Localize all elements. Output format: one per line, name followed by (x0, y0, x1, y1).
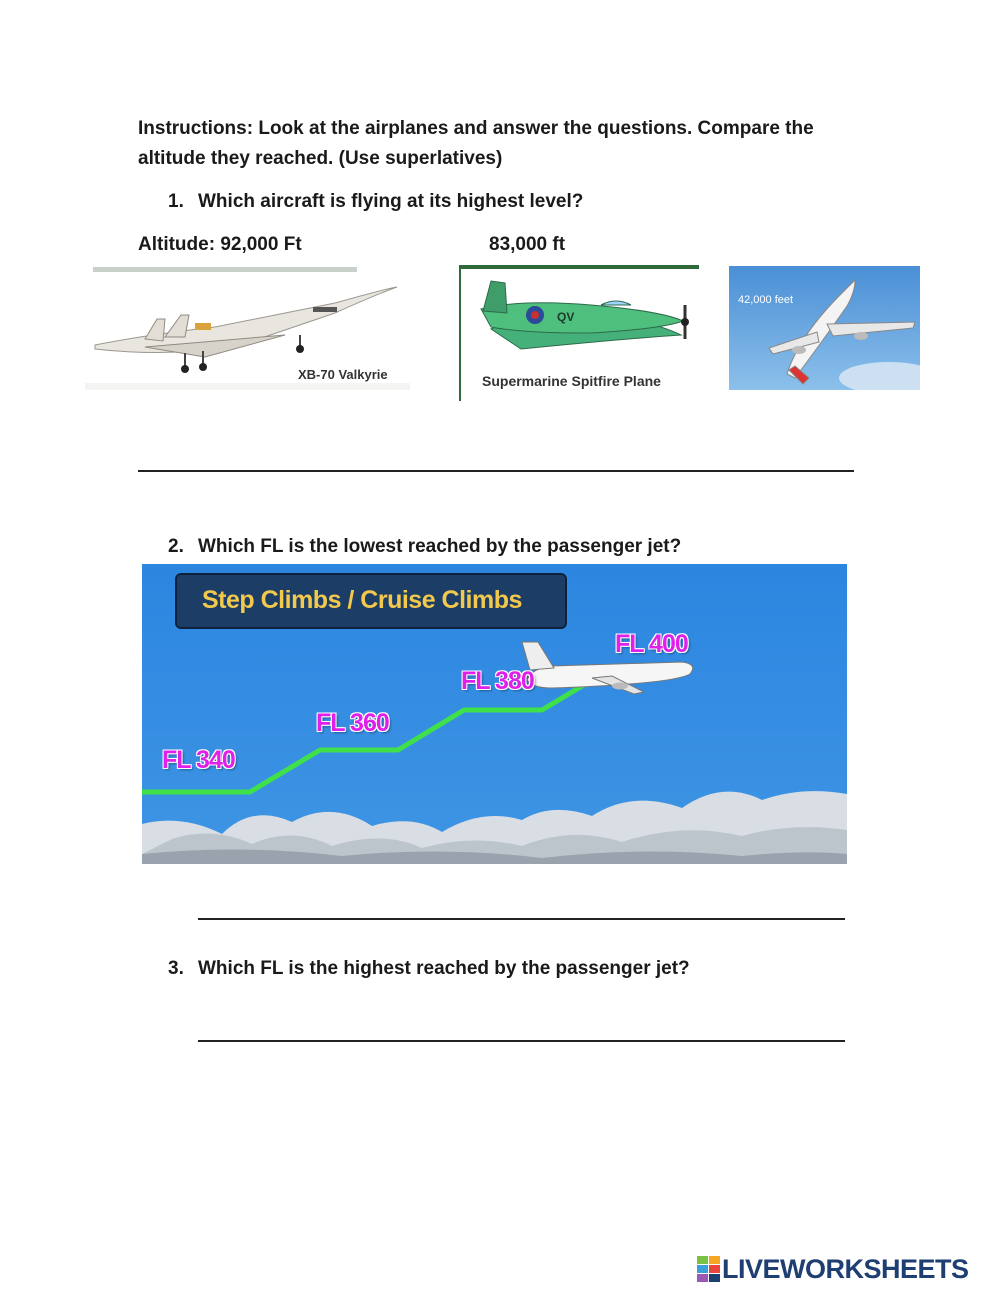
question-3 (168, 954, 690, 984)
airliner-altitude-label: 42,000 feet (738, 294, 794, 306)
instructions (138, 114, 898, 174)
svg-text:QV: QV (557, 310, 575, 324)
instructions-line-1: Instructions: Look at the airplanes and answer the questions. Compare the (138, 118, 814, 139)
question-1-number: 1. (168, 191, 184, 212)
step-climb-diagram (142, 564, 847, 864)
spitfire-card (459, 265, 699, 401)
fl-400-label: FL 400 (615, 630, 688, 658)
fl-380-label: FL 380 (461, 667, 534, 695)
altitude-label-xb70: Altitude: 92,000 Ft (138, 234, 302, 255)
liveworksheets-logo-icon (697, 1256, 721, 1282)
instructions-line-2: altitude they reached. (Use superlatives) (138, 148, 503, 169)
question-1 (168, 187, 583, 217)
xb70-caption: XB-70 Valkyrie (298, 367, 388, 382)
xb70-card (85, 265, 410, 390)
answer-1-input[interactable] (138, 442, 858, 472)
airliner-card (729, 266, 920, 390)
question-3-number: 3. (168, 958, 184, 979)
airliner-image (729, 266, 920, 390)
question-2-text: Which FL is the lowest reached by the passenger jet? (198, 536, 682, 557)
fl-340-label: FL 340 (162, 746, 235, 774)
question-3-text: Which FL is the highest reached by the passenger jet? (198, 958, 690, 979)
liveworksheets-logo: LIVEWORKSHEETS (722, 1254, 969, 1284)
question-2-number: 2. (168, 536, 184, 557)
answer-2-input[interactable] (198, 890, 849, 920)
question-1-text: Which aircraft is flying at its highest level? (198, 191, 584, 212)
altitude-label-spitfire: 83,000 ft (489, 234, 566, 255)
fl-360-label: FL 360 (316, 709, 389, 737)
diagram-title: Step Climbs / Cruise Climbs (202, 586, 522, 614)
spitfire-caption: Supermarine Spitfire Plane (482, 373, 661, 389)
answer-3-input[interactable] (198, 1012, 849, 1042)
question-2 (168, 532, 681, 562)
